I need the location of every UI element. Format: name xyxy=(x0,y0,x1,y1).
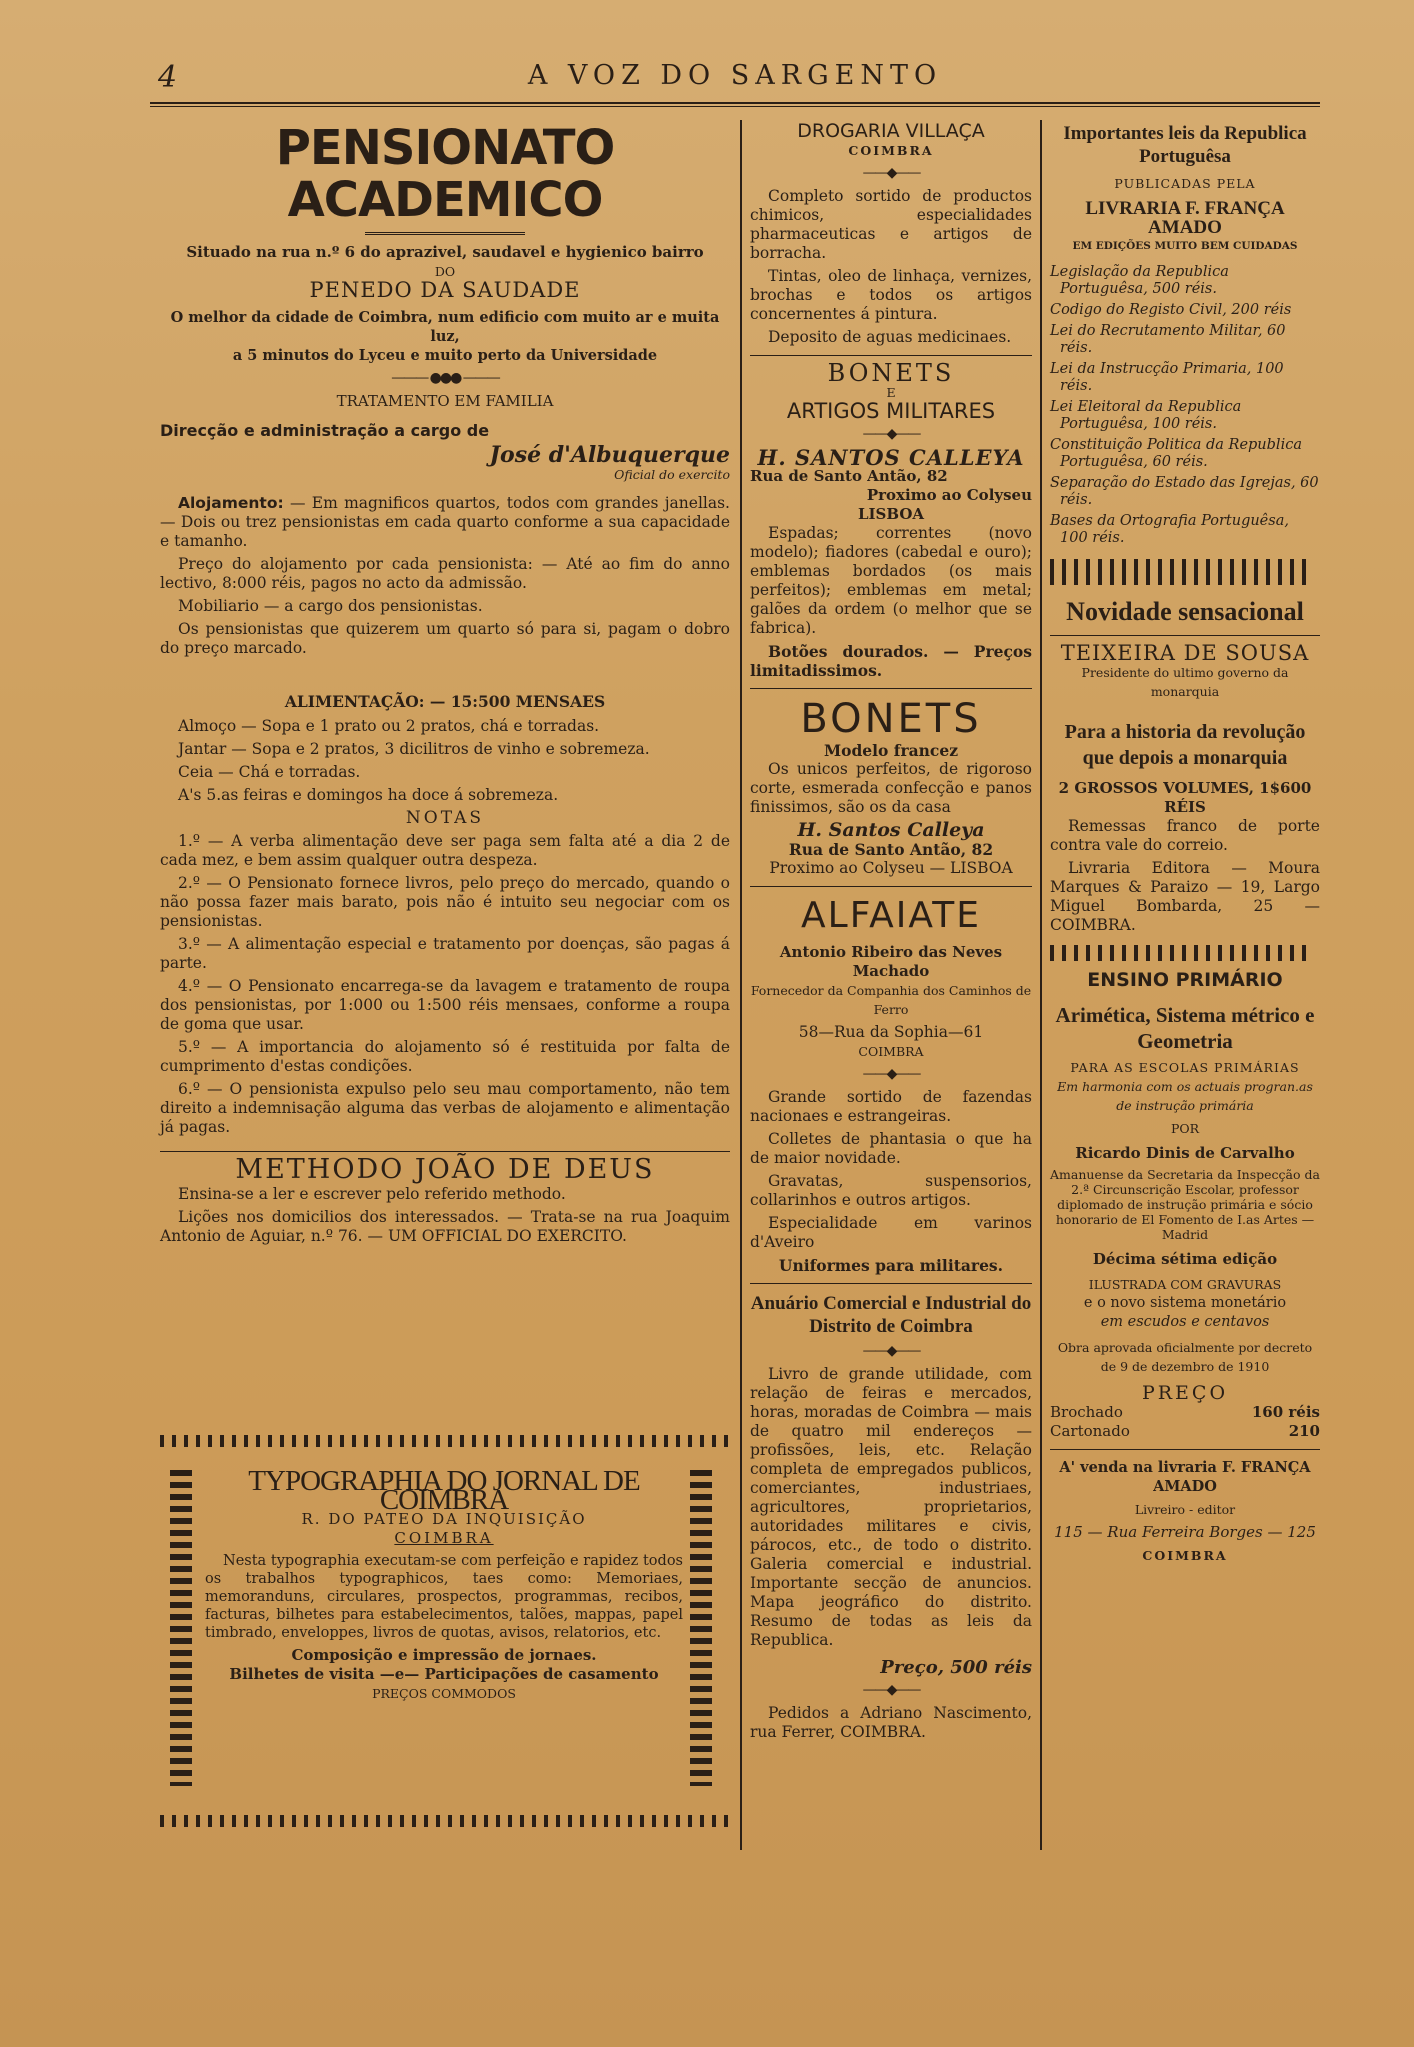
signature-name: José d'Albuquerque xyxy=(489,442,730,468)
header-rule-thin xyxy=(150,106,1320,107)
harmonia: Em harmonia com os actuais progran.as de instrução primária xyxy=(1057,1079,1313,1113)
typographia-address: R. DO PATEO DA INQUISIÇÃO xyxy=(301,1510,587,1528)
autor-descricao: Amanuense da Secretaria da Inspecção da 2.ª Circunscrição Escolar, professor diplomado de instrução primária e sócio honorario de El Fomento de I.as Artes — Madrid xyxy=(1050,1167,1320,1242)
divider xyxy=(1050,635,1320,636)
brochado-label: Brochado xyxy=(1050,1403,1123,1421)
lei-item: Bases da Ortografia Portuguêsa, 100 réis. xyxy=(1050,513,1289,546)
alojamento-paragraph xyxy=(160,494,730,551)
ceia: Ceia — Chá e torradas. xyxy=(178,763,361,781)
divider xyxy=(750,1283,1032,1284)
historia-revolucao: Para a historia da revolução que depois a monarquia xyxy=(1064,721,1306,769)
divider xyxy=(750,688,1032,689)
autor: Ricardo Dinis de Carvalho xyxy=(1075,1144,1295,1162)
artigos-militares: ARTIGOS MILITARES xyxy=(786,399,996,423)
nota-2: 2.º — O Pensionato fornece livros, pelo preço do mercado, quando o não possa fazer mais barato, pois não é intuito seu negociar com os pensionistas. xyxy=(160,874,730,930)
ornament-frieze-bottom xyxy=(160,1815,732,1827)
grossos-volumes: 2 GROSSOS VOLUMES, 1$600 RÉIS xyxy=(1058,779,1312,816)
quintas: A's 5.as feiras e domingos ha doce á sobremeza. xyxy=(178,786,559,804)
remessas: Remessas franco de porte contra vale do correio. xyxy=(1050,817,1320,854)
livraria-amado: LIVRARIA F. FRANÇA AMADO xyxy=(1085,198,1285,238)
lei-item: Lei do Recrutamento Militar, 60 réis. xyxy=(1050,323,1286,356)
tratamento-familia: TRATAMENTO EM FAMILIA xyxy=(336,392,554,410)
nota-6: 6.º — O pensionista expulso pelo seu mau comportamento, não tem direito a indemnisação alguma das verbas de alojamento e alimentação já pagas. xyxy=(160,1080,730,1136)
alfaiate-fornecedor: Fornecedor da Companhia dos Caminhos de Ferro xyxy=(750,983,1032,1017)
ornament-side-left xyxy=(170,1470,192,1786)
anuario-text: Livro de grande utilidade, com relação de feiras e mercados, horas, moradas de Coimbra — mais de quatro mil endereços — profissões, leis, etc. Relação completa de empregados publicos, comerciantes, industriaes, agricultores, proprietarios, autoridades militares e civis, párocos, etc., de todo o distrito. Galeria comercial e industrial. Importante secção de anuncios. Mapa jeográfico do distrito. Resumo de todas as leis da Republica. xyxy=(750,1365,1032,1649)
separator: ——◆—— xyxy=(862,1066,920,1082)
calleya-name-2: H. Santos Calleya xyxy=(797,819,985,841)
a-venda: A' venda na livraria F. FRANÇA AMADO xyxy=(1059,1459,1311,1495)
para-escolas: PARA AS ESCOLAS PRIMÁRIAS xyxy=(1070,1060,1300,1075)
pensionato-title: PENSIONATO ACADEMICO xyxy=(275,120,615,228)
alfaiate-title: ALFAIATE xyxy=(801,895,981,936)
typographia-title: TYPOGRAPHIA DO JORNAL DE COIMBRA xyxy=(248,1465,640,1516)
bonets-text: Os unicos perfeitos, de rigoroso corte, esmerada confecção e panos finissimos, são os da casa xyxy=(750,760,1032,816)
bonets-e: E xyxy=(886,385,896,400)
column-divider-1 xyxy=(740,120,742,1850)
alfaiate-city: COIMBRA xyxy=(858,1044,924,1059)
ornament-band xyxy=(1050,559,1312,585)
typographia-composicao: Composição e impressão de jornaes. xyxy=(291,1646,597,1664)
drogaria-line-2: Tintas, oleo de linhaça, vernizes, brochas e todos os artigos concernentes á pintura. xyxy=(750,267,1032,323)
divider xyxy=(750,886,1032,887)
page-number: 4 xyxy=(158,60,178,95)
pensionato-tagline-1: O melhor da cidade de Coimbra, num edificio com muito ar e muita luz, xyxy=(170,309,720,345)
separator: ——◆—— xyxy=(862,165,920,181)
divider xyxy=(750,355,1032,356)
separator: ——◆—— xyxy=(862,1343,920,1359)
alfaiate-line-4: Especialidade em varinos d'Aveiro xyxy=(750,1214,1032,1251)
escudos: em escudos e centavos xyxy=(1100,1314,1270,1330)
signature-title: Oficial do exercito xyxy=(614,467,730,482)
nota-5: 5.º — A importancia do alojamento só é restituida por falta de cumprimento d'estas condições. xyxy=(160,1038,730,1075)
typographia-precos: PREÇOS COMMODOS xyxy=(372,1686,516,1701)
pensionato-do: DO xyxy=(434,264,456,279)
pensionato-tagline-2: a 5 minutos do Lyceu e muito perto da Universidade xyxy=(232,347,658,364)
preco-head: PREÇO xyxy=(1141,1382,1229,1404)
calleya-text: Espadas; correntes (novo modelo); fiadores (cabedal e ouro); emblemas bordados (os mais perfeitos); emblemas em metal; galões da ordem (o melhor que se fabrica). xyxy=(750,524,1032,637)
drogaria-city: COIMBRA xyxy=(848,143,934,158)
pensionato-location: Situado na rua n.º 6 do aprazivel, saudavel e hygienico bairro xyxy=(186,243,704,261)
calleya-proximo-2: Proximo ao Colyseu — LISBOA xyxy=(769,859,1013,877)
drogaria-line-3: Deposito de aguas medicinaes. xyxy=(768,328,1012,346)
calleya-address: Rua de Santo Antão, 82 xyxy=(750,467,948,485)
alfaiate-line-3: Gravatas, suspensorios, collarinhos e outros artigos. xyxy=(750,1172,1032,1209)
leis-list xyxy=(1050,264,1320,547)
lei-item: Lei da Instrucção Primaria, 100 réis. xyxy=(1050,361,1284,394)
brochado-row xyxy=(1050,1403,1320,1422)
alfaiate-address: 58—Rua da Sophia—61 xyxy=(798,1023,984,1041)
teixeira-sousa: TEIXEIRA DE SOUSA xyxy=(1060,641,1310,665)
calleya-name: H. SANTOS CALLEYA xyxy=(757,445,1025,470)
separator: ——◆—— xyxy=(862,1682,920,1698)
calleya-proximo: Proximo ao Colyseu xyxy=(866,486,1032,504)
alfaiate-line-5: Uniformes para militares. xyxy=(778,1256,1004,1275)
lei-item: Separação do Estado das Igrejas, 60 réis. xyxy=(1050,475,1319,508)
lei-item: Lei Eleitoral da Republica Portuguêsa, 100 réis. xyxy=(1050,399,1242,432)
anuario-pedidos: Pedidos a Adriano Nascimento, rua Ferrer, COIMBRA. xyxy=(750,1704,1032,1741)
ornament-band xyxy=(1050,945,1312,961)
calleya-city: LISBOA xyxy=(857,505,925,523)
ornament-frieze-top xyxy=(160,1435,732,1447)
modelo-francez: Modelo francez xyxy=(823,741,959,760)
methodo-title: METHODO JOÃO DE DEUS xyxy=(235,1154,655,1185)
nota-1: 1.º — A verba alimentação deve ser paga sem falta até a dia 2 de cada mez, e bem assim qualquer outra despeza. xyxy=(160,832,730,869)
nota-3: 3.º — A alimentação especial e tratamento por doenças, são pagas á parte. xyxy=(160,935,730,972)
calleya-address-2: Rua de Santo Antão, 82 xyxy=(788,840,994,859)
aritmetica-title: Arimética, Sistema métrico e Geometria xyxy=(1055,1003,1315,1053)
penedo-saudade: PENEDO DA SAUDADE xyxy=(309,278,581,302)
brochado-price: 160 réis xyxy=(1251,1403,1320,1421)
column-3 xyxy=(1050,122,1320,1565)
drogaria-line-1: Completo sortido de productos chimicos, especialidades pharmaceuticas e artigos de borracha. xyxy=(750,187,1032,262)
typographia-bilhetes: Bilhetes de visita —e— Participações de casamento xyxy=(229,1665,659,1683)
cartonado-label: Cartonado xyxy=(1050,1422,1130,1440)
divider xyxy=(1050,1449,1320,1450)
leis-title: Importantes leis da Republica Portuguêsa xyxy=(1063,123,1307,167)
column-1 xyxy=(160,122,730,1250)
direccao-label: Direcção e administração a cargo de xyxy=(160,421,490,440)
ilustrada: ILUSTRADA COM GRAVURAS xyxy=(1088,1277,1282,1292)
divider xyxy=(160,1151,730,1152)
jantar: Jantar — Sopa e 2 pratos, 3 dicilitros de vinho e sobremeza. xyxy=(178,740,650,758)
typographia-text: Nesta typographia executam-se com perfeição e rapidez todos os trabalhos typographicos, taes como: Memoriaes, memoranduns, circulares, prospectos, programmas, recibos, facturas, bilhetes para estabelecimentos, talões, mappas, papel timbrado, enveloppes, livros de quotas, avisos, relatorios, etc. xyxy=(205,1553,683,1641)
alfaiate-name: Antonio Ribeiro das Neves Machado xyxy=(779,943,1003,980)
ornament-side-right xyxy=(690,1470,712,1786)
methodo-line-1: Ensina-se a ler e escrever pelo referido methodo. xyxy=(178,1185,566,1203)
ornament-rule xyxy=(365,232,525,235)
bonets-title: BONETS xyxy=(827,359,955,387)
alojamento-text: — Em magnificos quartos, todos com grandes janellas. — Dois ou trez pensionistas em cada quarto conforme a sua capacidade e tamanho. xyxy=(160,494,730,550)
header-rule xyxy=(150,102,1320,104)
cidade-coimbra: COIMBRA xyxy=(1142,1548,1228,1563)
presidente: Presidente do ultimo governo da monarquia xyxy=(1081,665,1289,699)
novidade-title: Novidade sensacional xyxy=(1066,597,1304,626)
por: POR xyxy=(1170,1121,1200,1136)
edicoes: EM EDIÇÕES MUITO BEM CUIDADAS xyxy=(1072,240,1298,252)
notas-head: NOTAS xyxy=(405,808,485,828)
obra-aprovada: Obra aprovada oficialmente por decreto de 9 de dezembro de 1910 xyxy=(1057,1340,1313,1374)
mobiliario: Mobiliario — a cargo dos pensionistas. xyxy=(178,597,483,615)
cartonado-price: 210 xyxy=(1288,1422,1320,1440)
typographia-city: COIMBRA xyxy=(394,1529,494,1547)
alfaiate-line-2: Colletes de phantasia o que ha de maior novidade. xyxy=(750,1130,1032,1167)
separator: ——◆—— xyxy=(862,426,920,442)
column-2 xyxy=(750,122,1032,1746)
typographia-ad xyxy=(205,1465,683,1703)
drogaria-title: DROGARIA VILLAÇA xyxy=(797,120,985,142)
separator: ——— ●●● ——— xyxy=(391,370,499,386)
lei-item: Constituição Politica da Republica Portuguêsa, 60 réis. xyxy=(1050,437,1302,470)
novo-sistema: e o novo sistema monetário xyxy=(1083,1295,1287,1311)
lei-item: Legislação da Republica Portuguêsa, 500 réis. xyxy=(1050,264,1229,297)
livreiro-editor: Livreiro - editor xyxy=(1134,1502,1236,1517)
column-divider-2 xyxy=(1040,120,1042,1850)
methodo-line-2: Lições nos domicilios dos interessados. — Trata-se na rua Joaquim Antonio de Aguiar, n.º 76. — UM OFFICIAL DO EXERCITO. xyxy=(160,1208,730,1245)
livraria-editora: Livraria Editora — Moura Marques & Paraizo — 19, Largo Miguel Bombarda, 25 — COIMBRA. xyxy=(1050,859,1320,934)
nota-4: 4.º — O Pensionato encarrega-se da lavagem e tratamento de roupa dos pensionistas, por 1:000 ou 1:500 réis mensaes, conforme a roupa de goma que usar. xyxy=(160,977,730,1033)
bonets-big: BONETS xyxy=(800,696,982,742)
edicao: Décima sétima edição xyxy=(1092,1250,1278,1268)
ensino-primario: ENSINO PRIMÁRIO xyxy=(1087,969,1283,991)
anuario-title: Anuário Comercial e Industrial do Distrito de Coimbra xyxy=(750,1293,1032,1337)
leis-publicadas: PUBLICADAS PELA xyxy=(1114,176,1256,191)
calleya-botoes: Botões dourados. — Preços limitadissimos. xyxy=(750,642,1032,680)
lei-item: Codigo do Registo Civil, 200 réis xyxy=(1050,302,1292,318)
alimentacao-head: ALIMENTAÇÃO: — 15:500 MENSAES xyxy=(284,692,606,711)
rua-ferreira: 115 — Rua Ferreira Borges — 125 xyxy=(1054,1523,1316,1541)
cartonado-row xyxy=(1050,1422,1320,1441)
almoco: Almoço — Sopa e 1 prato ou 2 pratos, chá e torradas. xyxy=(178,717,600,735)
anuario-preco: Preço, 500 réis xyxy=(880,1657,1032,1678)
quarto-text: Os pensionistas que quizerem um quarto só para si, pagam o dobro do preço marcado. xyxy=(160,620,730,657)
masthead: A VOZ DO SARGENTO xyxy=(527,60,943,91)
alojamento-head: Alojamento: xyxy=(178,494,284,512)
alfaiate-line-1: Grande sortido de fazendas nacionaes e estrangeiras. xyxy=(750,1088,1032,1125)
preco-alojamento: Preço do alojamento por cada pensionista: — Até ao fim do anno lectivo, 8:000 réis, pagos no acto da admissão. xyxy=(160,555,730,592)
